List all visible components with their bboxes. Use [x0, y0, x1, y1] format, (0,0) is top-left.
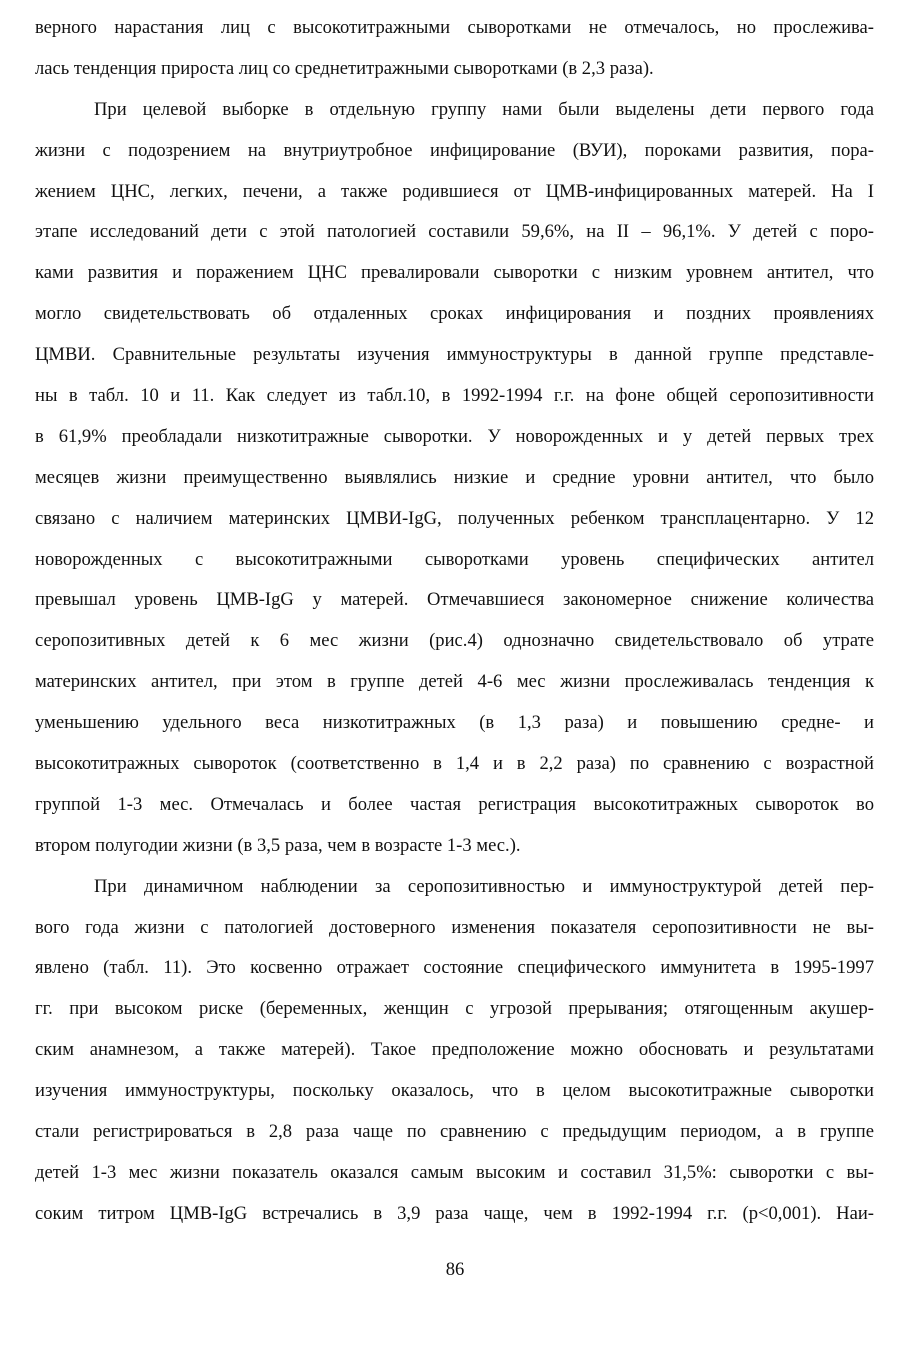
text-line: группой 1-3 мес. Отмечалась и более частая регистрация высокотитражных сывороток во	[35, 793, 874, 815]
text-line: При целевой выборке в отдельную группу нами были выделены дети первого года	[94, 98, 874, 120]
text-line: верного нарастания лиц с высокотитражными сыворотками не отмечалось, но прослежива-	[35, 17, 874, 38]
text-line: детей 1-3 мес жизни показатель оказался самым высоким и составил 31,5%: сыворотки с вы-	[35, 1161, 874, 1183]
text-line: ским анамнезом, а также матерей). Такое предположение можно обосновать и результатами	[35, 1039, 874, 1061]
text-line: явлено (табл. 11). Это косвенно отражает состояние специфического иммунитета в 1995-1997	[35, 957, 874, 979]
paragraph-dynamic-observation	[35, 867, 874, 1235]
body-text	[35, 8, 874, 1235]
text-line: жизни с подозрением на внутриутробное инфицирование (ВУИ), пороками развития, пора-	[35, 139, 874, 161]
text-line: стали регистрироваться в 2,8 раза чаще по сравнению с предыдущим периодом, а в группе	[35, 1121, 874, 1143]
text-line: месяцев жизни преимущественно выявлялись низкие и средние уровни антител, что было	[35, 466, 874, 488]
text-line: лась тенденция прироста лиц со среднетитражными сыворотками (в 2,3 раза).	[35, 57, 654, 79]
text-line: жением ЦНС, легких, печени, а также родившиеся от ЦМВ-инфицированных матерей. На I	[35, 180, 874, 202]
text-line: новорожденных с высокотитражными сыворотками уровень специфических антител	[35, 548, 874, 570]
text-line: изучения иммуноструктуры, поскольку оказалось, что в целом высокотитражные сыворотки	[35, 1080, 874, 1102]
text-line: материнских антител, при этом в группе детей 4-6 мес жизни прослеживалась тенденция к	[35, 671, 874, 693]
text-line: ками развития и поражением ЦНС превалировали сыворотки с низким уровнем антител, что	[35, 262, 874, 284]
text-line: превышал уровень ЦМВ-IgG у матерей. Отмечавшиеся закономерное снижение количества	[35, 589, 874, 611]
text-line: втором полугодии жизни (в 3,5 раза, чем в возрасте 1-3 мес.).	[35, 834, 521, 856]
text-line: гг. при высоком риске (беременных, женщин с угрозой прерывания; отягощенным акушер-	[35, 998, 874, 1020]
text-line: в 61,9% преобладали низкотитражные сыворотки. У новорожденных и у детей первых трех	[35, 425, 874, 447]
text-line: высокотитражных сывороток (соответственно в 1,4 и в 2,2 раза) по сравнению с возрастной	[35, 753, 874, 775]
text-line: ны в табл. 10 и 11. Как следует из табл.10, в 1992-1994 г.г. на фоне общей серопозитивности	[35, 385, 874, 407]
text-line: серопозитивных детей к 6 мес жизни (рис.4) однозначно свидетельствовало об утрате	[35, 630, 874, 652]
paragraph-continuation	[35, 8, 874, 90]
text-line: уменьшению удельного веса низкотитражных (в 1,3 раза) и повышению средне- и	[35, 712, 874, 734]
text-line: соким титром ЦМВ-IgG встречались в 3,9 раза чаще, чем в 1992-1994 г.г. (p<0,001). Наи-	[35, 1202, 874, 1224]
text-line: могло свидетельствовать об отдаленных сроках инфицирования и поздних проявлениях	[35, 303, 874, 325]
text-line: связано с наличием материнских ЦМВИ-IgG, полученных ребенком трансплацентарно. У 12	[35, 507, 874, 529]
text-line: этапе исследований дети с этой патологией составили 59,6%, на II – 96,1%. У детей с поро-	[35, 221, 874, 243]
paragraph-target-sample	[35, 90, 874, 867]
text-line: ЦМВИ. Сравнительные результаты изучения иммуноструктуры в данной группе представле-	[35, 344, 874, 366]
text-line: При динамичном наблюдении за серопозитивностью и иммуноструктурой детей пер-	[94, 875, 874, 897]
text-line: вого года жизни с патологией достоверного изменения показателя серопозитивности не вы-	[35, 916, 874, 938]
page-number: 86	[445, 1259, 465, 1280]
